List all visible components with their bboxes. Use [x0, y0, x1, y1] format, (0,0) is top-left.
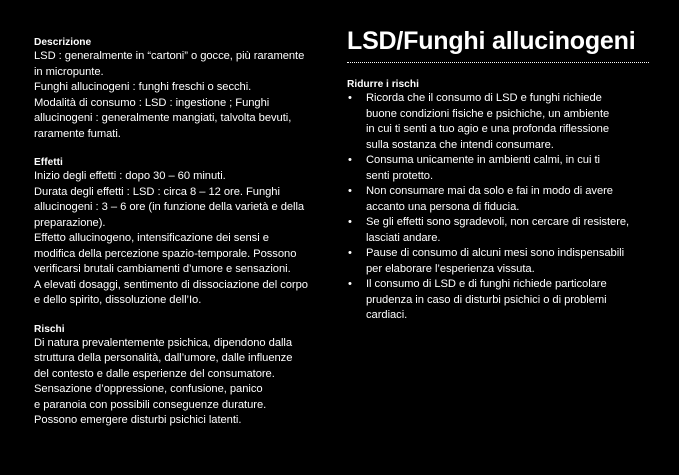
text-line: cardiaci. [366, 309, 408, 321]
list-item [347, 91, 652, 153]
text-line: Non consumare mai da solo e fai in modo di avere [366, 185, 613, 197]
text-line: lasciati andare. [366, 231, 441, 244]
text-line: allucinogeni : generalmente mangiati, talvolta bevuti, [34, 112, 292, 124]
text-line: A elevati dosaggi, sentimento di dissociazione del corpo [34, 278, 308, 291]
text-line: senti protetto. [366, 169, 434, 182]
bullet-icon: • [348, 92, 352, 104]
section-effetti [34, 156, 334, 309]
text-line: prudenza in caso di disturbi psichici o di problemi [366, 293, 607, 306]
bullet-icon: • [348, 216, 352, 228]
bullet-icon: • [348, 154, 352, 166]
section-body [34, 336, 334, 429]
text-line: Effetto allucinogeno, intensificazione dei sensi e [34, 232, 269, 244]
text-line: preparazione). [34, 216, 106, 229]
dotted-divider [347, 62, 649, 63]
text-line: in micropunte. [34, 65, 104, 78]
text-line: Possono emergere disturbi psichici latenti. [34, 414, 242, 426]
text-line: Di natura prevalentemente psichica, dipendono dalla [34, 336, 293, 349]
section-heading-ridurre-rischi: Ridurre i rischi [347, 79, 419, 90]
text-line: struttura della personalità, dall’umore, dalle influenze [34, 352, 293, 364]
text-line: e paranoia con possibili conseguenze durature. [34, 398, 267, 411]
text-line: Durata degli effetti : LSD : circa 8 – 12 ore. Funghi [34, 185, 280, 198]
text-line: per elaborare l’esperienza vissuta. [366, 262, 535, 275]
text-line: Funghi allucinogeni : funghi freschi o secchi. [34, 81, 252, 93]
list-item [347, 153, 652, 184]
page-title: LSD/Funghi allucinogeni [347, 27, 636, 55]
section-body [34, 49, 334, 142]
section-heading: Effetti [34, 157, 63, 168]
right-column [347, 26, 652, 324]
left-column [34, 36, 334, 443]
text-line: e dello spirito, dissoluzione dell’Io. [34, 294, 202, 306]
section-rischi [34, 323, 334, 429]
text-line: Inizio degli effetti : dopo 30 – 60 minuti. [34, 170, 226, 182]
text-line: Sensazione d’oppressione, confusione, panico [34, 383, 263, 395]
text-line: Consuma unicamente in ambienti calmi, in cui ti [366, 154, 600, 166]
bullet-icon: • [348, 247, 352, 259]
risk-reduction-list [347, 91, 652, 324]
bullet-icon: • [348, 185, 352, 197]
list-item [347, 277, 652, 324]
text-line: del contesto e dalle esperienze del consumatore. [34, 367, 275, 380]
text-line: LSD : generalmente in “cartoni” o gocce, più raramente [34, 50, 305, 62]
list-item [347, 184, 652, 215]
list-item [347, 215, 652, 246]
section-body [34, 169, 334, 309]
text-line: verificarsi brutali cambiamenti d’umore e sensazioni. [34, 263, 291, 275]
text-line: allucinogeni : 3 – 6 ore (in funzione della varietà e della [34, 201, 305, 213]
section-heading: Rischi [34, 323, 65, 335]
text-line: accanto una persona di fiducia. [366, 200, 520, 213]
text-line: Modalità di consumo : LSD : ingestione ; Funghi [34, 96, 270, 109]
text-line: buone condizioni fisiche e psichiche, un ambiente [366, 107, 610, 120]
text-line: modifica della percezione spazio-temporale. Possono [34, 247, 297, 260]
section-descrizione [34, 36, 334, 142]
text-line: Il consumo di LSD e di funghi richiede particolare [366, 278, 607, 290]
list-item [347, 246, 652, 277]
bullet-icon: • [348, 278, 352, 290]
text-line: Ricorda che il consumo di LSD e funghi richiede [366, 92, 602, 104]
text-line: in cui ti senti a tuo agio e una profonda riflessione [366, 123, 610, 135]
text-line: sulla sostanza che intendi consumare. [366, 138, 554, 151]
text-line: raramente fumati. [34, 127, 121, 140]
text-line: Se gli effetti sono sgradevoli, non cercare di resistere, [366, 216, 630, 228]
text-line: Pause di consumo di alcuni mesi sono indispensabili [366, 247, 625, 259]
section-heading: Descrizione [34, 37, 92, 48]
